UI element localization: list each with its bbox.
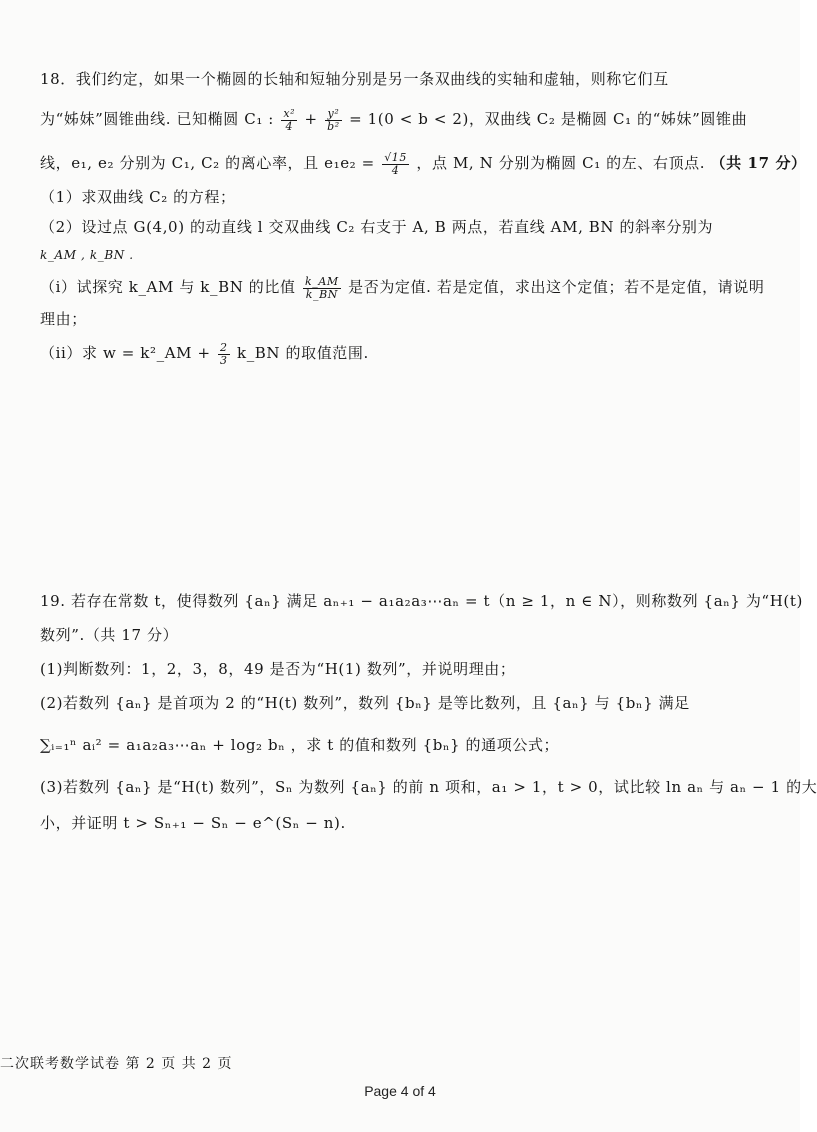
fraction-sqrt15-over-4: [382, 152, 409, 177]
frac-numerator: x²: [283, 106, 296, 120]
fraction-kAM-over-kBN: [303, 276, 341, 301]
q18-part-ii-range: k_BN 的取值范围.: [237, 344, 369, 362]
q18-part-2: [40, 214, 760, 240]
plus-sign: +: [304, 110, 318, 128]
q18-eccentricity-text: 线，e₁, e₂ 分别为 C₁, C₂ 的离心率，且 e₁e₂ =: [40, 154, 375, 172]
q18-line-1: [40, 66, 760, 92]
q18-part-1: [40, 184, 760, 210]
frac-numerator: y²: [325, 108, 342, 121]
q19-part-2-text: (2)若数列 {aₙ} 是首项为 2 的“H(t) 数列”，数列 {bₙ} 是等比数列，且 {aₙ} 与 {bₙ} 满足: [40, 694, 690, 712]
q19-part-3-cont: [40, 810, 760, 836]
q19-part-3: [40, 774, 817, 800]
fraction-x2-over-4: [281, 108, 297, 133]
q19-sum-equation: ∑ᵢ₌₁ⁿ aᵢ² = a₁a₂a₃⋯aₙ + log₂ bₙ ，求 t 的值和数列 {bₙ} 的通项公式；: [40, 736, 560, 754]
frac-denominator: 4: [285, 119, 294, 133]
q18-part-ii-text: （ii）求 w = k²_AM +: [40, 344, 211, 362]
q18-part-1-text: （1）求双曲线 C₂ 的方程；: [40, 188, 236, 206]
q18-line-2: [40, 106, 760, 133]
frac-denominator: 4: [391, 163, 400, 177]
frac-numerator: √15: [384, 150, 408, 164]
q19-part-3-text: (3)若数列 {aₙ} 是“H(t) 数列”，Sₙ 为数列 {aₙ} 的前 n 项和，a₁ > 1，t > 0，试比较 ln aₙ 与 aₙ − 1 的大: [40, 778, 817, 796]
q18-part-i: [40, 274, 765, 301]
q18-part-2-slopes: [40, 242, 760, 268]
q19-part-1-text: (1)判断数列：1，2，3，8，49 是否为“H(1) 数列”，并说明理由；: [40, 660, 516, 678]
q19-part-2-sum: [40, 732, 760, 758]
q19-part-1: [40, 656, 760, 682]
q18-points: （共 17 分）: [710, 154, 807, 172]
frac-numerator: k_AM: [304, 274, 339, 288]
exam-footer: 二次联考数学试卷 第 2 页 共 2 页: [0, 1056, 233, 1072]
q18-part-i-cont: [40, 306, 760, 332]
q19-part-2: [40, 690, 760, 716]
q18-ellipse-def: 为“姊妹”圆锥曲线. 已知椭圆 C₁ :: [40, 110, 274, 128]
fraction-y2-over-b2: [325, 108, 342, 133]
q18-part-i-question: 是否为定值. 若是定值，求出这个定值；若不是定值，请说明: [348, 278, 765, 296]
q19-line-2: [40, 622, 760, 648]
frac-numerator: 2: [220, 340, 228, 354]
q19-line-1: [40, 588, 803, 614]
page-number: Page 4 of 4: [364, 1083, 436, 1099]
q18-slopes-text: k_AM , k_BN .: [40, 248, 134, 262]
q18-line-3: [40, 150, 807, 177]
q19-part-3-proof: 小，并证明 t > Sₙ₊₁ − Sₙ − e^(Sₙ − n).: [40, 814, 346, 832]
q19-points: 数列”.（共 17 分）: [40, 626, 179, 644]
q18-intro-text: 18．我们约定，如果一个椭圆的长轴和短轴分别是另一条双曲线的实轴和虚轴，则称它们互: [40, 70, 669, 88]
q19-intro-text: 19. 若存在常数 t，使得数列 {aₙ} 满足 aₙ₊₁ − a₁a₂a₃⋯aₙ = t（n ≥ 1，n ∈ N），则称数列 {aₙ} 为“H(t): [40, 592, 803, 610]
frac-denominator: 3: [220, 353, 228, 367]
q18-part-i-reason: 理由；: [40, 310, 87, 328]
q18-part-i-text: （i）试探究 k_AM 与 k_BN 的比值: [40, 278, 296, 296]
frac-denominator: k_BN: [305, 287, 338, 301]
frac-denominator: b²: [327, 119, 340, 133]
q18-part-2-text: （2）设过点 G(4,0) 的动直线 l 交双曲线 C₂ 右支于 A, B 两点，若直线 AM, BN 的斜率分别为: [40, 218, 714, 236]
fraction-2-over-3: [218, 342, 230, 367]
q18-part-ii: [40, 340, 760, 367]
q18-hyperbola-def: = 1(0 < b < 2)，双曲线 C₂ 是椭圆 C₁ 的“姊妹”圆锥曲: [349, 110, 748, 128]
q18-vertices-text: ，点 M, N 分别为椭圆 C₁ 的左、右顶点.: [416, 154, 706, 172]
